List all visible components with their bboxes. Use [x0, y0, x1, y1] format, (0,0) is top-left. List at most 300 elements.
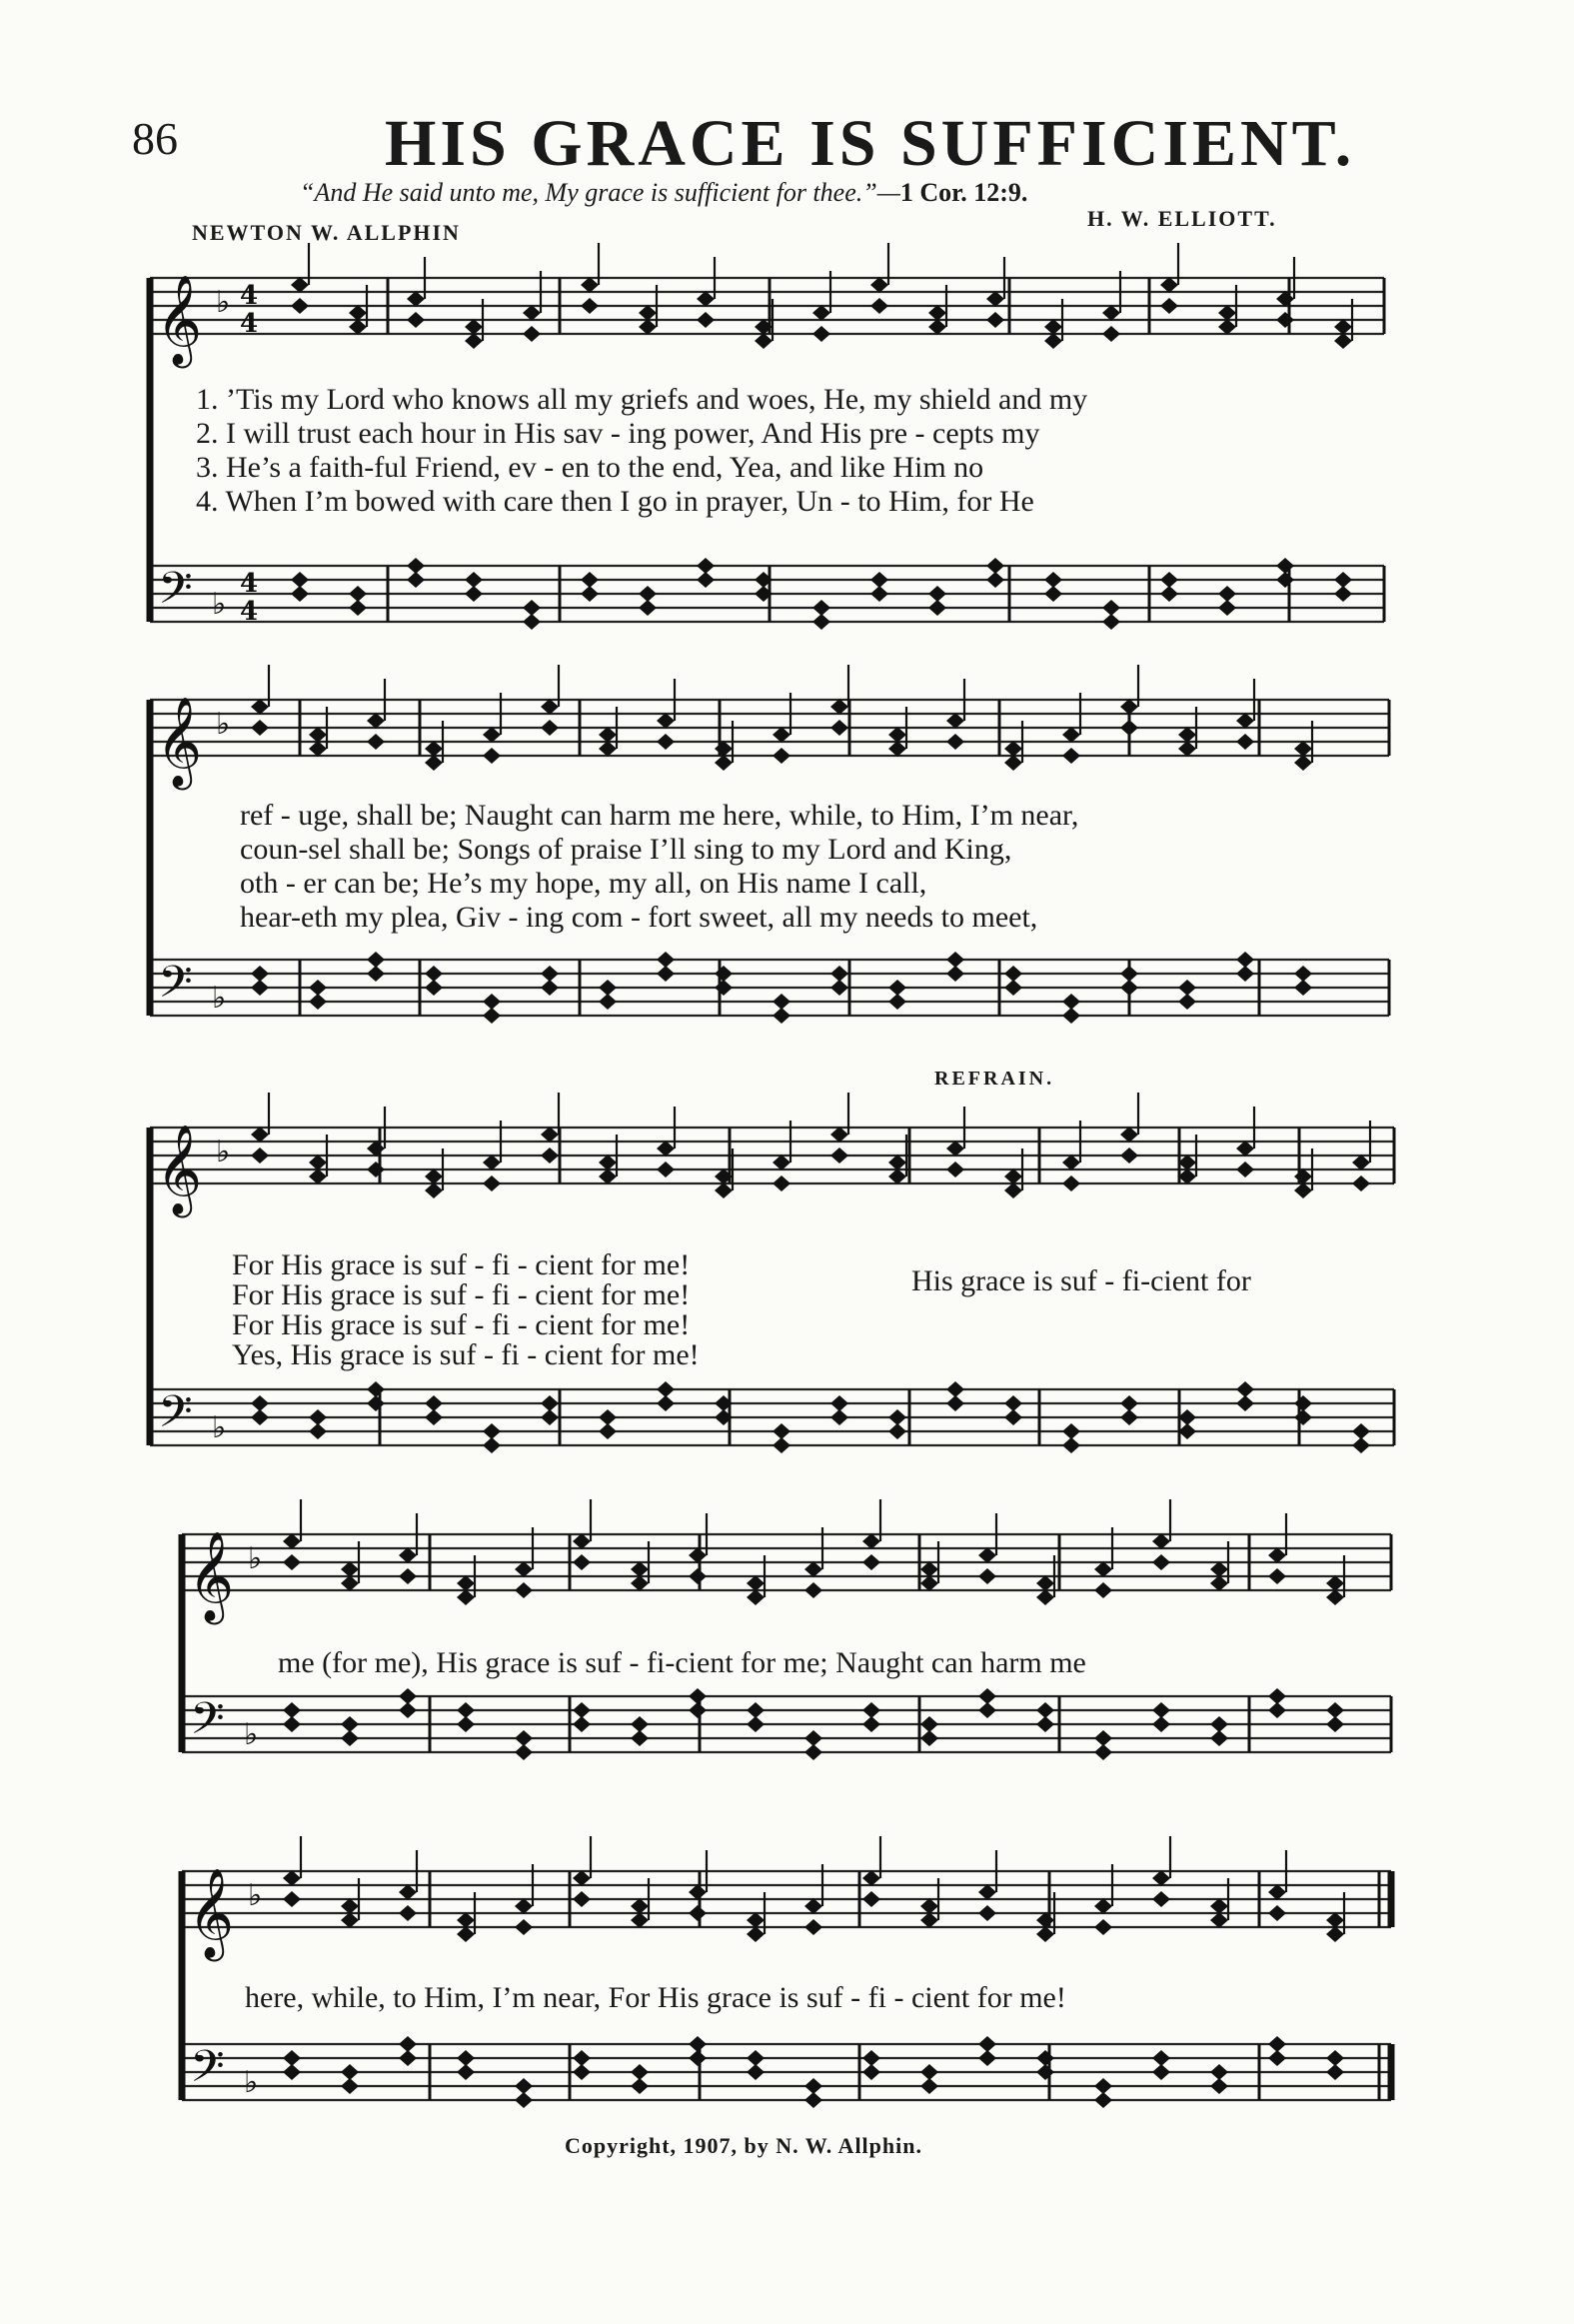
note-head [283, 2050, 301, 2066]
verse-2-line-3: For His grace is suf - fi - cient for me! [232, 1278, 691, 1311]
note-head [291, 277, 309, 293]
note-head [978, 2050, 996, 2066]
note-head [812, 305, 830, 321]
note-head [1102, 305, 1120, 321]
note-head [639, 586, 657, 602]
note-head [1094, 1582, 1112, 1598]
note-head [573, 1702, 591, 1718]
note-head [541, 1127, 559, 1143]
note-head [1268, 1905, 1286, 1921]
note-head [1152, 2050, 1170, 2066]
clef-glyph: ♭ [244, 1717, 259, 1752]
note-head [1152, 2064, 1170, 2080]
note-head [888, 1423, 906, 1439]
note-head [1334, 333, 1352, 349]
note-head [425, 1168, 443, 1184]
note-head [1062, 994, 1080, 1010]
note-head [862, 1716, 880, 1732]
note-head [1178, 741, 1196, 757]
note-head [367, 1395, 385, 1411]
note-head [1004, 1182, 1022, 1198]
note-head [581, 277, 599, 293]
note-head [515, 1898, 533, 1914]
note-head [946, 713, 964, 729]
note-head [309, 727, 327, 743]
note-head [870, 586, 888, 602]
note-head [457, 2050, 475, 2066]
note-head [367, 1162, 385, 1177]
note-head [483, 727, 501, 743]
note-head [1210, 1898, 1228, 1914]
note-head [1352, 1175, 1370, 1191]
note-head [251, 699, 269, 715]
refrain-line-2: me (for me), His grace is suf - fi-cient for me; Naught can harm me [278, 1646, 1086, 1679]
note-head [1218, 319, 1236, 335]
note-head [1326, 2064, 1344, 2080]
clef-glyph: 𝄞 [188, 1868, 235, 1958]
note-head [283, 1554, 301, 1570]
note-head [697, 558, 715, 574]
note-head [773, 1437, 790, 1453]
note-head [928, 305, 946, 321]
note-head [483, 1155, 501, 1170]
note-head [697, 312, 715, 328]
note-head [1236, 734, 1254, 750]
note-head [425, 741, 443, 757]
note-head [1236, 1162, 1254, 1177]
note-head [689, 2050, 707, 2066]
note-head [457, 1926, 475, 1942]
clef-glyph: ♭ [216, 285, 231, 320]
note-head [1334, 572, 1352, 588]
verse-1-line-3: For His grace is suf - fi - cient for me! [232, 1248, 691, 1281]
scripture-reference: 1 Cor. 12:9. [899, 178, 1028, 207]
note-head [862, 1870, 880, 1886]
note-head [1094, 1744, 1112, 1760]
note-head [812, 326, 830, 342]
note-head [1326, 1575, 1344, 1591]
note-head [1178, 727, 1196, 743]
note-head [367, 966, 385, 982]
note-head [830, 1409, 848, 1425]
note-head [1276, 558, 1294, 574]
note-head [715, 1182, 733, 1198]
note-head [1004, 1409, 1022, 1425]
note-head [541, 1409, 559, 1425]
note-head [581, 586, 599, 602]
note-head [978, 1547, 996, 1563]
note-head [399, 1547, 417, 1563]
note-head [631, 2078, 649, 2094]
note-head [599, 1423, 617, 1439]
note-head [1036, 2064, 1054, 2080]
copyright-notice: Copyright, 1907, by N. W. Allphin. [565, 2133, 922, 2158]
note-head [773, 727, 790, 743]
note-head [251, 980, 269, 996]
note-head [1036, 1716, 1054, 1732]
note-head [1210, 2078, 1228, 2094]
note-head [1268, 1702, 1286, 1718]
note-head [946, 966, 964, 982]
note-head [251, 1127, 269, 1143]
note-head [515, 2078, 533, 2094]
note-head [1036, 1926, 1054, 1942]
note-head [1236, 1381, 1254, 1397]
note-head [631, 1716, 649, 1732]
note-head [862, 2064, 880, 2080]
note-head [573, 1716, 591, 1732]
note-head [541, 1395, 559, 1411]
verse-2-line-2: coun-sel shall be; Songs of praise I’ll sing to my Lord and King, [240, 833, 1012, 866]
note-head [773, 1155, 790, 1170]
note-head [425, 980, 443, 996]
note-head [639, 319, 657, 335]
note-head [1120, 1148, 1138, 1163]
note-head [1326, 1589, 1344, 1605]
note-head [1178, 1409, 1196, 1425]
note-head [399, 2050, 417, 2066]
note-head [862, 1702, 880, 1718]
note-head [465, 333, 483, 349]
note-head [631, 1730, 649, 1746]
note-head [251, 1148, 269, 1163]
note-head [804, 1919, 822, 1935]
note-head [689, 1568, 707, 1584]
note-head [1268, 1884, 1286, 1900]
note-head [1326, 1926, 1344, 1942]
note-head [1152, 1891, 1170, 1907]
note-head [309, 1168, 327, 1184]
note-head [747, 1575, 765, 1591]
note-head [1326, 1912, 1344, 1928]
note-head [1102, 600, 1120, 616]
note-head [946, 1141, 964, 1157]
note-head [515, 1561, 533, 1577]
note-head [870, 572, 888, 588]
note-head [1036, 1912, 1054, 1928]
clef-glyph: ♭ [216, 707, 231, 742]
note-head [830, 1395, 848, 1411]
clef-glyph: ♭ [212, 1410, 227, 1445]
note-head [1062, 727, 1080, 743]
refrain-label: REFRAIN. [934, 1068, 1055, 1090]
verse-4-line-1: 4. When I’m bowed with care then I go in prayer, Un - to Him, for He [196, 485, 1034, 518]
note-head [573, 2050, 591, 2066]
note-head [309, 1155, 327, 1170]
note-head [515, 1582, 533, 1598]
note-head [407, 572, 425, 588]
note-head [920, 1716, 938, 1732]
note-head [291, 298, 309, 314]
note-head [1160, 586, 1178, 602]
verse-4-line-3: Yes, His grace is suf - fi - cient for me! [232, 1338, 700, 1371]
note-head [657, 1141, 675, 1157]
note-head [341, 2064, 359, 2080]
note-head [657, 1162, 675, 1177]
note-head [399, 1905, 417, 1921]
note-head [986, 291, 1004, 307]
note-head [425, 1182, 443, 1198]
note-head [1352, 1423, 1370, 1439]
note-head [1120, 980, 1138, 996]
note-head [804, 2078, 822, 2094]
note-head [573, 1554, 591, 1570]
note-head [399, 1688, 417, 1704]
note-head [457, 1716, 475, 1732]
composer-credit: H. W. ELLIOTT. [1087, 206, 1277, 231]
note-head [888, 1168, 906, 1184]
note-head [483, 748, 501, 764]
note-head [830, 1148, 848, 1163]
note-head [631, 1575, 649, 1591]
note-head [1294, 966, 1312, 982]
note-head [888, 1409, 906, 1425]
note-head [1004, 966, 1022, 982]
note-head [1036, 1589, 1054, 1605]
note-head [639, 600, 657, 616]
note-head [920, 2078, 938, 2094]
note-head [283, 1533, 301, 1549]
note-head [341, 1898, 359, 1914]
note-head [631, 1561, 649, 1577]
note-head [946, 952, 964, 968]
note-head [599, 1168, 617, 1184]
note-head [309, 1409, 327, 1425]
note-head [457, 2064, 475, 2080]
clef-glyph: ♭ [216, 1135, 231, 1169]
note-head [920, 1561, 938, 1577]
note-head [1236, 966, 1254, 982]
note-head [251, 966, 269, 982]
note-head [1268, 1547, 1286, 1563]
clef-glyph: 𝄢 [158, 956, 193, 1019]
clef-glyph: 𝄢 [190, 2040, 225, 2103]
note-head [804, 1744, 822, 1760]
note-head [715, 755, 733, 771]
note-head [689, 1688, 707, 1704]
note-head [804, 1730, 822, 1746]
note-head [349, 600, 367, 616]
note-head [399, 1884, 417, 1900]
note-head [541, 980, 559, 996]
note-head [341, 1716, 359, 1732]
note-head [1094, 1898, 1112, 1914]
note-head [483, 994, 501, 1010]
note-head [1094, 1561, 1112, 1577]
note-head [986, 558, 1004, 574]
note-head [1004, 755, 1022, 771]
note-head [1276, 572, 1294, 588]
note-head [689, 1547, 707, 1563]
verse-4-line-2: hear-eth my plea, Giv - ing com - fort sweet, all my needs to meet, [240, 901, 1038, 934]
note-head [523, 305, 541, 321]
note-head [309, 741, 327, 757]
note-head [341, 1575, 359, 1591]
note-head [870, 298, 888, 314]
note-head [599, 727, 617, 743]
note-head [1120, 1395, 1138, 1411]
note-head [978, 1884, 996, 1900]
note-head [291, 586, 309, 602]
note-head [1120, 1127, 1138, 1143]
note-head [367, 713, 385, 729]
note-head [1062, 1175, 1080, 1191]
note-head [341, 1561, 359, 1577]
note-head [1062, 1155, 1080, 1170]
note-head [1004, 741, 1022, 757]
note-head [1294, 1182, 1312, 1198]
note-head [425, 755, 443, 771]
note-head [425, 1409, 443, 1425]
note-head [283, 1870, 301, 1886]
note-head [888, 1155, 906, 1170]
note-head [291, 572, 309, 588]
note-head [920, 1730, 938, 1746]
note-head [1326, 1716, 1344, 1732]
note-head [888, 741, 906, 757]
note-head [1152, 1533, 1170, 1549]
note-head [1294, 1395, 1312, 1411]
note-head [978, 1702, 996, 1718]
note-head [515, 1730, 533, 1746]
clef-glyph: ♭ [244, 2065, 259, 2100]
note-head [747, 1716, 765, 1732]
note-head [483, 1175, 501, 1191]
note-head [1044, 319, 1062, 335]
note-head [573, 1533, 591, 1549]
note-head [341, 1912, 359, 1928]
note-head [830, 966, 848, 982]
verse-2-line-1: 2. I will trust each hour in His sav - ing power, And His pre - cepts my [196, 417, 1040, 450]
note-head [830, 980, 848, 996]
hymn-title: HIS GRACE IS SUFFICIENT. [385, 107, 1356, 180]
note-head [1268, 2050, 1286, 2066]
note-head [1210, 1912, 1228, 1928]
note-head [812, 614, 830, 630]
note-head [928, 319, 946, 335]
note-head [657, 734, 675, 750]
note-head [1352, 1155, 1370, 1170]
note-head [1062, 1008, 1080, 1024]
clef-glyph: 𝄢 [158, 1385, 193, 1448]
note-head [283, 1702, 301, 1718]
clef-glyph: 4 [240, 569, 259, 599]
note-head [309, 980, 327, 996]
note-head [1178, 1423, 1196, 1439]
note-head [773, 1423, 790, 1439]
note-head [457, 1702, 475, 1718]
note-head [715, 741, 733, 757]
note-head [804, 1561, 822, 1577]
page-number: 86 [132, 113, 178, 164]
note-head [283, 1891, 301, 1907]
note-head [1062, 748, 1080, 764]
clef-glyph: 4 [240, 309, 259, 339]
note-head [251, 1395, 269, 1411]
note-head [1044, 333, 1062, 349]
note-head [283, 1716, 301, 1732]
note-head [830, 1127, 848, 1143]
note-head [1268, 1688, 1286, 1704]
clef-glyph: 𝄢 [190, 1692, 225, 1755]
note-head [1268, 2036, 1286, 2052]
note-head [862, 2050, 880, 2066]
note-head [515, 1744, 533, 1760]
note-head [367, 1381, 385, 1397]
note-head [399, 2036, 417, 2052]
note-head [978, 2036, 996, 2052]
clef-glyph: 𝄞 [156, 275, 203, 365]
note-head [1004, 1395, 1022, 1411]
note-head [341, 1730, 359, 1746]
clef-glyph: 𝄞 [156, 697, 203, 787]
note-head [1152, 1870, 1170, 1886]
clef-glyph: 𝄢 [158, 562, 193, 625]
note-head [573, 2064, 591, 2080]
note-head [946, 1381, 964, 1397]
note-head [1094, 1730, 1112, 1746]
clef-glyph: ♭ [212, 587, 227, 622]
note-head [1160, 277, 1178, 293]
note-head [631, 1912, 649, 1928]
note-head [1236, 713, 1254, 729]
note-head [457, 1912, 475, 1928]
note-head [1236, 1395, 1254, 1411]
note-head [747, 1589, 765, 1605]
note-head [1210, 1561, 1228, 1577]
note-head [483, 1437, 501, 1453]
note-head [1218, 586, 1236, 602]
note-head [1236, 1141, 1254, 1157]
note-head [599, 994, 617, 1010]
note-head [657, 1381, 675, 1397]
note-head [773, 994, 790, 1010]
note-head [888, 980, 906, 996]
note-head [1218, 600, 1236, 616]
note-head [465, 319, 483, 335]
note-head [1268, 1568, 1286, 1584]
note-head [946, 734, 964, 750]
note-head [515, 2092, 533, 2108]
note-head [928, 600, 946, 616]
note-head [283, 2064, 301, 2080]
verse-3-line-3: For His grace is suf - fi - cient for me! [232, 1308, 691, 1341]
note-head [1210, 1575, 1228, 1591]
note-head [1334, 319, 1352, 335]
note-head [1294, 741, 1312, 757]
note-head [1094, 2092, 1112, 2108]
refrain-line-1: His grace is suf - fi-cient for [911, 1264, 1251, 1297]
note-head [715, 980, 733, 996]
note-head [1276, 312, 1294, 328]
note-head [1102, 614, 1120, 630]
note-head [349, 305, 367, 321]
clef-glyph: 𝄞 [156, 1125, 203, 1214]
note-head [747, 1912, 765, 1928]
note-head [407, 291, 425, 307]
note-head [1294, 1409, 1312, 1425]
note-head [573, 1891, 591, 1907]
note-head [465, 586, 483, 602]
verse-3-line-2: oth - er can be; He’s my hope, my all, on His name I call, [240, 867, 927, 900]
note-head [599, 1155, 617, 1170]
note-head [715, 966, 733, 982]
note-head [1004, 980, 1022, 996]
note-head [1236, 952, 1254, 968]
note-head [599, 980, 617, 996]
note-head [657, 952, 675, 968]
note-head [1120, 1409, 1138, 1425]
